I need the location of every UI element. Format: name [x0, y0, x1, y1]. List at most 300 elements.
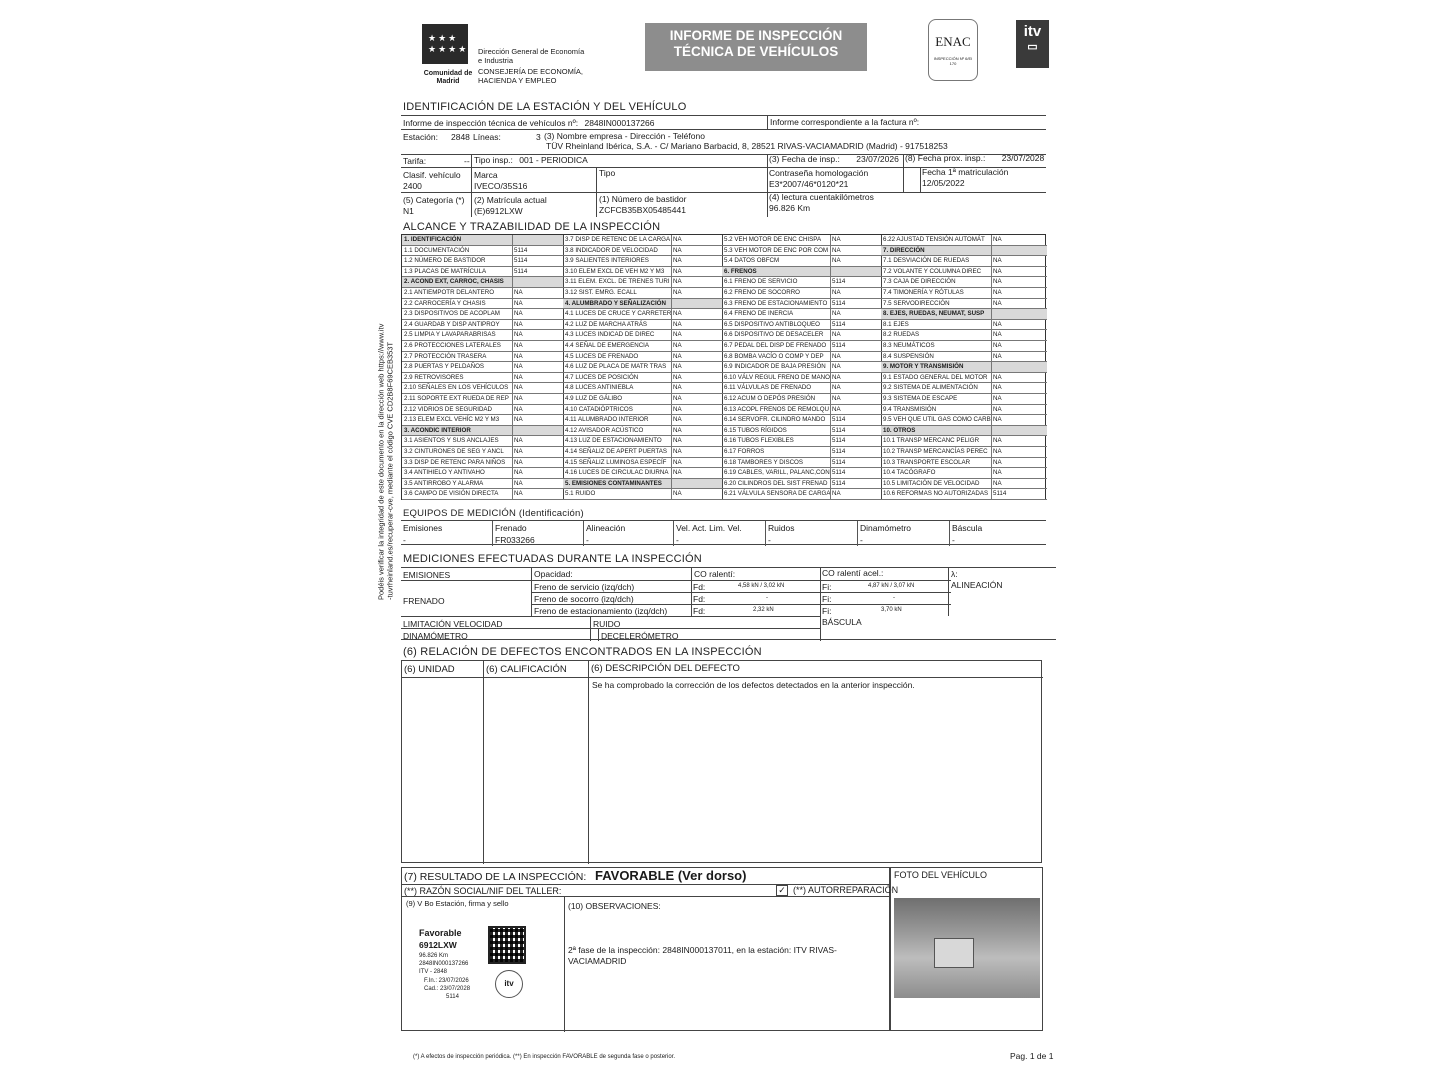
checklist-item [402, 479, 563, 490]
checklist-item-result: NA [673, 490, 682, 498]
checklist-item [722, 458, 881, 469]
checklist-item-result: 5114 [832, 320, 846, 328]
checklist-item [722, 277, 881, 288]
checklist-item [563, 277, 722, 288]
itv-logo [1016, 20, 1049, 68]
checklist-item-result: NA [673, 448, 682, 455]
equipo-value: - [952, 535, 955, 545]
checklist-item-result: NA [832, 236, 841, 243]
checklist-item [563, 267, 722, 278]
checklist-item [881, 458, 1047, 469]
checklist-item-label: 4.14 SEÑALIZ DE APERT PUERTAS [565, 448, 668, 455]
checklist-item [722, 373, 881, 384]
checklist-item-result: NA [673, 331, 682, 339]
checklist-item-label: 2.2 CARROCERÍA Y CHASIS [404, 299, 486, 307]
observaciones-line-1: 2ª fase de la inspección: 2848IN000137011, en la estación: ITV RIVAS- [568, 945, 837, 955]
checklist-item-label: 2.5 LIMPIA Y LAVAPARABRISAS [404, 331, 496, 339]
checklist-item [402, 436, 563, 447]
checklist-item-result: NA [673, 236, 682, 243]
tipo-label: Tipo [599, 168, 616, 178]
dept-line-1: Dirección General de Economía [478, 47, 585, 56]
checklist-item [402, 362, 563, 373]
matricula-value: (E)6912LXW [474, 206, 523, 216]
checklist-item-label: 1.3 PLACAS DE MATRÍCULA [404, 267, 487, 275]
checklist-item [881, 256, 1047, 267]
checklist-item-label: 10.2 TRANSP MERCANCÍAS PEREC [883, 448, 988, 455]
checklist-item [563, 320, 722, 331]
checklist-item-result: 5114 [832, 278, 846, 286]
checklist-item-label: 10.3 TRANSPORTE ESCOLAR [883, 458, 971, 466]
checklist-item [563, 479, 722, 490]
checklist-item-label: 3.7 DISP DE RETENC DE LA CARGA [565, 236, 671, 243]
stars-icon: ★★★ ★★★★ [428, 33, 469, 54]
enac-logo [928, 19, 978, 81]
checklist-item-result: NA [514, 458, 523, 466]
lineas-label: Líneas: [473, 132, 501, 142]
fd-estac-value: 2,32 kN [753, 607, 774, 613]
checklist-item-label: 4.2 LUZ DE MARCHA ATRÁS [565, 320, 648, 328]
estacion-value: 2848 [451, 132, 470, 142]
checklist-item [563, 426, 722, 437]
checklist-item [722, 256, 881, 267]
checklist-item [722, 352, 881, 363]
checklist-item-label: 3.11 ELEM. EXCL. DE TRENES TURI [565, 278, 670, 286]
checklist-item [881, 246, 1047, 257]
sticker-km: 96.826 Km [419, 953, 449, 959]
matricula-label: (2) Matrícula actual [474, 195, 547, 205]
co-ralenti-acel-label: CO ralentí acel.: [822, 568, 884, 578]
checklist-item [563, 341, 722, 352]
marca-label: Marca [474, 170, 498, 180]
checklist-item-label: 4.9 LUZ DE GÁLIBO [565, 395, 623, 402]
checklist-item-result: 5114 [832, 458, 846, 466]
checklist-item [881, 330, 1047, 341]
dept-line-4: HACIENDA Y EMPLEO [478, 76, 557, 85]
checklist-item-label: 1.1 DOCUMENTACIÓN [404, 246, 470, 254]
checklist-item-label: 3.4 ANTIHIELO Y ANTIVAHO [404, 469, 485, 477]
checklist-item-result: NA [673, 267, 682, 275]
informe-number: 2848IN000137266 [584, 118, 655, 128]
checklist-item-label: 7.2 VOLANTE Y COLUMNA DIREC [883, 267, 982, 275]
checklist-item [881, 267, 1047, 278]
mediciones-table [401, 567, 1056, 640]
estacion-label: Estación: [403, 132, 438, 142]
freno-socorro-label: Freno de socorro (izq/dch) [534, 594, 634, 604]
checklist-item-label: 3.2 CINTURONES DE SEG Y ANCL [404, 448, 504, 455]
checklist-item-label: 6.18 TAMBORES Y DISCOS [724, 458, 803, 466]
checklist-item [722, 436, 881, 447]
checklist-item-label: 6.20 CILINDROS DEL SIST FRENAD [724, 479, 828, 487]
checklist-item-result: NA [673, 278, 682, 286]
col-descripcion: (6) DESCRIPCIÓN DEL DEFECTO [591, 663, 740, 674]
checklist-item [722, 330, 881, 341]
checklist-item-result: NA [832, 395, 841, 402]
itv-logo-text: itv [1023, 23, 1042, 40]
checklist-item [402, 458, 563, 469]
fi-servicio-value: 4,87 kN / 3,07 kN [868, 583, 915, 589]
checklist-item-label: 10.5 LIMITACIÓN DE VELOCIDAD [883, 479, 980, 487]
checklist-item [563, 436, 722, 447]
checklist-item-label: 6.12 ACUM O DEPÓS PRESIÓN [724, 395, 816, 402]
comunidad-madrid-flag [422, 24, 468, 64]
checklist-item-result: 5114 [832, 479, 846, 487]
checklist-item [722, 299, 881, 310]
checklist-item-result: NA [832, 352, 841, 360]
checklist-item [402, 299, 563, 310]
checklist-item [563, 352, 722, 363]
checklist-item [881, 288, 1047, 299]
equipo-value: FR033266 [495, 535, 535, 545]
checklist-item [563, 489, 722, 500]
identificacion-table [401, 115, 1046, 216]
autorreparacion-checkbox[interactable]: ✓ [776, 885, 788, 896]
checklist-item-result: NA [993, 384, 1002, 392]
checklist-item [563, 405, 722, 416]
frenado-label: FRENADO [403, 596, 445, 606]
checklist-item [563, 447, 722, 458]
decelerometro-label: DECELERÓMETRO [601, 631, 679, 641]
emisiones-label: EMISIONES [403, 570, 451, 580]
fd-label: Fd: [693, 594, 706, 604]
checklist-item-label: 9. MOTOR Y TRANSMISIÓN [883, 363, 964, 371]
checklist-item [881, 468, 1047, 479]
checklist-item-label: 2. ACOND EXT, CARROC, CHASIS [404, 278, 504, 286]
equipo-label: Dinamómetro [860, 523, 912, 533]
checklist-item-result: NA [514, 490, 523, 498]
inspection-sticker [416, 926, 556, 1026]
defect-description: Se ha comprobado la corrección de los defectos detectados en la anterior inspección. [592, 680, 915, 690]
checklist-item [881, 405, 1047, 416]
checklist-item-label: 6.22 AJUSTAD TENSIÓN AUTOMÁT [883, 236, 985, 243]
bascula-label: BÁSCULA [822, 617, 862, 627]
checklist-item-label: 1.2 NÚMERO DE BASTIDOR [404, 257, 486, 265]
checklist-item-label: 4.10 CATADIÓPTRICOS [565, 405, 633, 413]
checklist-item-result: 5114 [832, 437, 846, 445]
checklist-item [402, 267, 563, 278]
checklist-item-result: NA [514, 289, 523, 296]
checklist-item-result: NA [832, 405, 841, 413]
checklist-item-label: 10.6 REFORMAS NO AUTORIZADAS [883, 490, 989, 498]
checklist-item-label: 1. IDENTIFICACIÓN [404, 236, 462, 243]
informe-label: Informe de inspección técnica de vehículos nº: [403, 118, 579, 128]
checklist-item-result: NA [673, 289, 682, 296]
checklist-item [402, 415, 563, 426]
checklist-item-result: 5114 [832, 299, 846, 307]
fd-socorro-value: - [766, 595, 768, 601]
equipos-title: EQUIPOS DE MEDICIÓN (Identificación) [403, 508, 584, 519]
checklist-item-label: 9.5 VEH QUE UTIL GAS COMO CARB [883, 416, 991, 424]
checklist-item [722, 468, 881, 479]
checklist-item [881, 235, 1047, 246]
checklist-item-result: NA [673, 246, 682, 254]
bastidor-value: ZCFCB35BX05485441 [599, 205, 686, 215]
fd-label: Fd: [693, 582, 706, 592]
categoria-label: (5) Categoría (*) [403, 195, 465, 205]
verification-line-1: Podéis verificar la integridad de este documento en la dirección web https://www.itv [376, 323, 386, 600]
equipo-label: Frenado [495, 523, 527, 533]
empresa-value: TÜV Rheinland Ibérica, S.A. - C/ Mariano Barbacid, 8, 28521 RIVAS-VACIAMADRID (Madrid) - 917518253 [546, 141, 948, 151]
checklist-item [722, 415, 881, 426]
checklist-item [881, 426, 1047, 437]
page-number: Pag. 1 de 1 [1010, 1051, 1054, 1061]
equipo-cell [765, 521, 857, 546]
fecha-prox-label: (8) Fecha prox. insp.: [905, 153, 986, 163]
foto-label: FOTO DEL VEHÍCULO [894, 870, 988, 880]
checklist-item [402, 330, 563, 341]
tipo-insp-value: 001 - PERIODICA [519, 155, 588, 165]
checklist-item-result: NA [514, 384, 523, 392]
checklist-item-label: 9.1 ESTADO GENERAL DEL MOTOR [883, 373, 988, 381]
checklist-item [402, 256, 563, 267]
contrasena-value: E3*2007/46*0120*21 [769, 179, 849, 189]
checklist-item [722, 405, 881, 416]
checklist-item-label: 6.4 FRENO DE INERCIA [724, 310, 794, 318]
checklist-item-label: 4. ALUMBRADO Y SEÑALIZACIÓN [565, 299, 666, 307]
checklist-item-result: 5114 [832, 342, 846, 349]
checklist-item [881, 299, 1047, 310]
ruido-label: RUIDO [593, 619, 621, 629]
checklist-item [722, 246, 881, 257]
checklist-item-label: 9.2 SISTEMA DE ALIMENTACIÓN [883, 384, 978, 392]
equipo-label: Emisiones [403, 523, 443, 533]
checklist-item-label: 5.4 DATOS OBFCM [724, 257, 780, 265]
checklist-item-label: 10.4 TACÓGRAFO [883, 469, 936, 477]
equipo-label: Alineación [586, 523, 626, 533]
checklist-item-label: 7.1 DESVIACIÓN DE RUEDAS [883, 257, 970, 265]
verification-note [377, 260, 394, 600]
fecha-matric-value: 12/05/2022 [922, 178, 965, 188]
checklist-item-label: 7.5 SERVODIRECCIÓN [883, 299, 950, 307]
clasif-label: Clasif. vehículo [403, 170, 461, 180]
checklist-item-label: 3.3 DISP DE RETENC PARA NIÑOS [404, 458, 506, 466]
equipo-cell [492, 521, 583, 546]
checklist-item-label: 8.3 NEUMÁTICOS [883, 342, 935, 349]
checklist-item-label: 3.5 ANTIRROBO Y ALARMA [404, 479, 484, 487]
checklist-item-result: 5114 [832, 416, 846, 424]
checklist-item-label: 6.6 DISPOSITIVO DE DESACELER [724, 331, 824, 339]
equipo-value: - [768, 535, 771, 545]
checklist-item-label: 6.5 DISPOSITIVO ANTIBLOQUEO [724, 320, 820, 328]
checklist-item-label: 6.19 CABLES, VARILL, PALANC,CON [724, 469, 830, 477]
checklist-item [402, 341, 563, 352]
checklist-item-result: NA [673, 373, 682, 381]
checklist-item-label: 4.8 LUCES ANTINIEBLA [565, 384, 634, 392]
checklist-item [722, 479, 881, 490]
checklist-item [881, 277, 1047, 288]
sticker-informe: 2848IN000137266 [419, 961, 469, 967]
checklist-item [563, 309, 722, 320]
checklist-item-result: 5114 [832, 448, 846, 455]
km-label: (4) lectura cuentakilómetros [769, 192, 874, 202]
checklist-item-result: NA [993, 405, 1002, 413]
checklist-item-result: NA [993, 320, 1002, 328]
checklist-item-result: NA [673, 363, 682, 371]
checklist-item-result: NA [832, 310, 841, 318]
checklist-item [722, 394, 881, 405]
checklist-item-label: 10.1 TRANSP MERCANC PELIGR [883, 437, 980, 445]
checklist-item-label: 3.9 SALIENTES INTERIORES [565, 257, 649, 265]
checklist-item-label: 4.1 LUCES DE CRUCE Y CARRETER [565, 310, 672, 318]
checklist-item-result: NA [514, 363, 523, 371]
checklist-item-label: 8. EJES, RUEDAS, NEUMAT, SUSP [883, 310, 985, 318]
checklist-item-result: NA [673, 437, 682, 445]
checklist-item-label: 5. EMISIONES CONTAMINANTES [565, 479, 662, 487]
km-value: 96.826 Km [769, 203, 811, 213]
checklist-item-result: NA [832, 289, 841, 296]
equipo-value: - [586, 535, 589, 545]
checklist-item [881, 479, 1047, 490]
contrasena-label: Contraseña homologación [769, 168, 869, 178]
checklist-item [881, 383, 1047, 394]
checklist-item-label: 6.8 BOMBA VACÍO O COMP Y DEP [724, 352, 824, 360]
checklist-item-label: 6.17 FORROS [724, 448, 765, 455]
resultado-label: (7) RESULTADO DE LA INSPECCIÓN: [404, 871, 587, 883]
checklist-item [402, 489, 563, 500]
checklist-item-result: 5114 [832, 426, 846, 434]
checklist-item-label: 9.4 TRANSMISIÓN [883, 405, 937, 413]
checklist-item-result: NA [993, 331, 1002, 339]
checklist-item-label: 8.4 SUSPENSIÓN [883, 352, 934, 360]
checklist-item-result: NA [832, 384, 841, 392]
checklist-item-result: NA [993, 458, 1002, 466]
document-title-banner [645, 23, 867, 71]
checklist-item-result: 5114 [514, 257, 528, 265]
checklist-item-label: 3.8 INDICADOR DE VELOCIDAD [565, 246, 658, 254]
sticker-itv: ITV - 2848 [419, 969, 448, 975]
checklist-item [402, 277, 563, 288]
qr-code-icon [488, 926, 526, 964]
checklist-item-label: 3.10 ELEM EXCL DE VEH M2 Y M3 [565, 267, 665, 275]
checklist-item [563, 394, 722, 405]
checklist-item-label: 2.12 VIDRIOS DE SEGURIDAD [404, 405, 493, 413]
checklist-item-result: NA [514, 310, 523, 318]
checklist-item-result: NA [514, 479, 523, 487]
sticker-code: 5114 [446, 994, 459, 1000]
checklist-item-result: NA [514, 469, 523, 477]
checklist-item-result: NA [673, 395, 682, 402]
checklist-item-result: 5114 [514, 246, 528, 254]
fecha-prox-value: 23/07/2028 [1001, 153, 1045, 163]
checklist-item-result: NA [993, 342, 1002, 349]
limitacion-label: LIMITACIÓN VELOCIDAD [403, 619, 503, 629]
inspection-checklist [401, 234, 1046, 500]
checklist-item-label: 10. OTROS [883, 426, 916, 434]
checklist-item-result: NA [673, 426, 682, 434]
itv-seal-icon: itv [495, 970, 523, 998]
equipo-cell [583, 521, 673, 546]
verification-line-2: -tuvrheinland.es/recuperar-cve, mediante el código CVE CD2B8F69CEB353T [385, 341, 394, 600]
checklist-item-result: NA [993, 373, 1002, 381]
checklist-item-result: NA [832, 373, 841, 381]
checklist-item-label: 4.7 LUCES DE POSICIÓN [565, 373, 639, 381]
checklist-item-label: 2.13 ELEM EXCL VEHÍC M2 Y M3 [404, 416, 500, 424]
co-ralenti-label: CO ralentí: [694, 569, 736, 579]
checklist-item-result: NA [993, 416, 1002, 424]
checklist-item-label: 4.12 AVISADOR ACÚSTICO [565, 426, 644, 434]
checklist-item-label: 4.16 LUCES DE CIRCULAC DIURNA [565, 469, 669, 477]
checklist-item-label: 2.4 GUARDAB Y DISP ANTIPROY [404, 320, 500, 328]
checklist-item [402, 468, 563, 479]
checklist-item-result: NA [673, 352, 682, 360]
checklist-item-result: 5114 [993, 490, 1007, 498]
checklist-item [881, 341, 1047, 352]
equipo-label: Báscula [952, 523, 983, 533]
resultado-value: FAVORABLE (Ver dorso) [595, 868, 747, 883]
fecha-insp-label: (3) Fecha de insp.: [769, 154, 840, 164]
checklist-item-result: NA [993, 448, 1002, 455]
checklist-item [402, 394, 563, 405]
equipo-label: Ruidos [768, 523, 795, 533]
fd-label: Fd: [693, 606, 706, 616]
tarifa-value: -- [464, 156, 470, 166]
checklist-item [402, 405, 563, 416]
checklist-item [402, 235, 563, 246]
checklist-item-result: NA [993, 278, 1002, 286]
foto-section [890, 867, 1043, 1031]
checklist-item-result: NA [993, 236, 1002, 243]
checklist-item [722, 362, 881, 373]
checklist-item-label: 5.1 RUIDO [565, 490, 596, 498]
checklist-item [402, 288, 563, 299]
defectos-title: (6) RELACIÓN DE DEFECTOS ENCONTRADOS EN LA INSPECCIÓN [403, 646, 762, 658]
region-name: Comunidad de Madrid [423, 70, 473, 86]
empresa-label: (3) Nombre empresa - Dirección - Teléfono [544, 131, 705, 141]
checklist-item [402, 383, 563, 394]
checklist-item-label: 6.13 ACOPL FRENOS DE REMOLQU [724, 405, 829, 413]
checklist-item [881, 309, 1047, 320]
dept-line-3: CONSEJERÍA DE ECONOMÍA, [478, 67, 584, 76]
checklist-item-label: 2.10 SEÑALES EN LOS VEHÍCULOS [404, 384, 509, 392]
checklist-item [402, 309, 563, 320]
col-unidad: (6) UNIDAD [404, 664, 455, 675]
checklist-item-result: NA [673, 405, 682, 413]
equipo-value: - [676, 535, 679, 545]
checklist-item-label: 4.5 LUCES DE FRENADO [565, 352, 639, 360]
checklist-item-label: 6.3 FRENO DE ESTACIONAMIENTO [724, 299, 828, 307]
observaciones-label: (10) OBSERVACIONES: [568, 901, 661, 911]
checklist-item-label: 4.6 LUZ DE PLACA DE MATR TRAS [565, 363, 667, 371]
checklist-item [881, 320, 1047, 331]
title-line-1: INFORME DE INSPECCIÓN [669, 28, 843, 43]
fi-label: Fi: [822, 606, 832, 616]
checklist-item [722, 383, 881, 394]
checklist-item-result: NA [993, 479, 1002, 487]
identificacion-title: IDENTIFICACIÓN DE LA ESTACIÓN Y DEL VEHÍCULO [403, 101, 687, 113]
checklist-item-label: 3.1 ASIENTOS Y SUS ANCLAJES [404, 437, 499, 445]
freno-estac-label: Freno de estacionamiento (izq/dch) [534, 606, 668, 616]
fecha-matric-label: Fecha 1ª matriculación [922, 167, 1009, 177]
checklist-item-result: NA [993, 299, 1002, 307]
lambda-label: λ: [951, 569, 958, 579]
checklist-item [563, 468, 722, 479]
checklist-item-result: NA [514, 416, 523, 424]
checklist-item [402, 426, 563, 437]
sticker-fin: F.In.: 23/07/2026 [424, 978, 469, 984]
checklist-item-label: 4.15 SEÑALIZ LUMINOSA ESPECÍF [565, 458, 667, 466]
checklist-item [563, 373, 722, 384]
bastidor-label: (1) Número de bastidor [599, 194, 687, 204]
checklist-item [563, 330, 722, 341]
freno-servicio-label: Freno de servicio (izq/dch) [534, 582, 635, 592]
checklist-item-result: NA [514, 437, 523, 445]
equipo-value: - [860, 535, 863, 545]
checklist-item-label: 6.11 VÁLVULAS DE FRENADO [724, 384, 812, 392]
checklist-item-label: 5.2 VEH MOTOR DE ENC CHISPA [724, 236, 822, 243]
checklist-item-label: 4.4 SEÑAL DE EMERGENCIA [565, 342, 650, 349]
checklist-item-label: 6.21 VÁLVULA SENSORA DE CARGA [724, 490, 831, 498]
checklist-item [563, 458, 722, 469]
factura-label: Informe correspondiente a la factura nº: [770, 117, 920, 127]
